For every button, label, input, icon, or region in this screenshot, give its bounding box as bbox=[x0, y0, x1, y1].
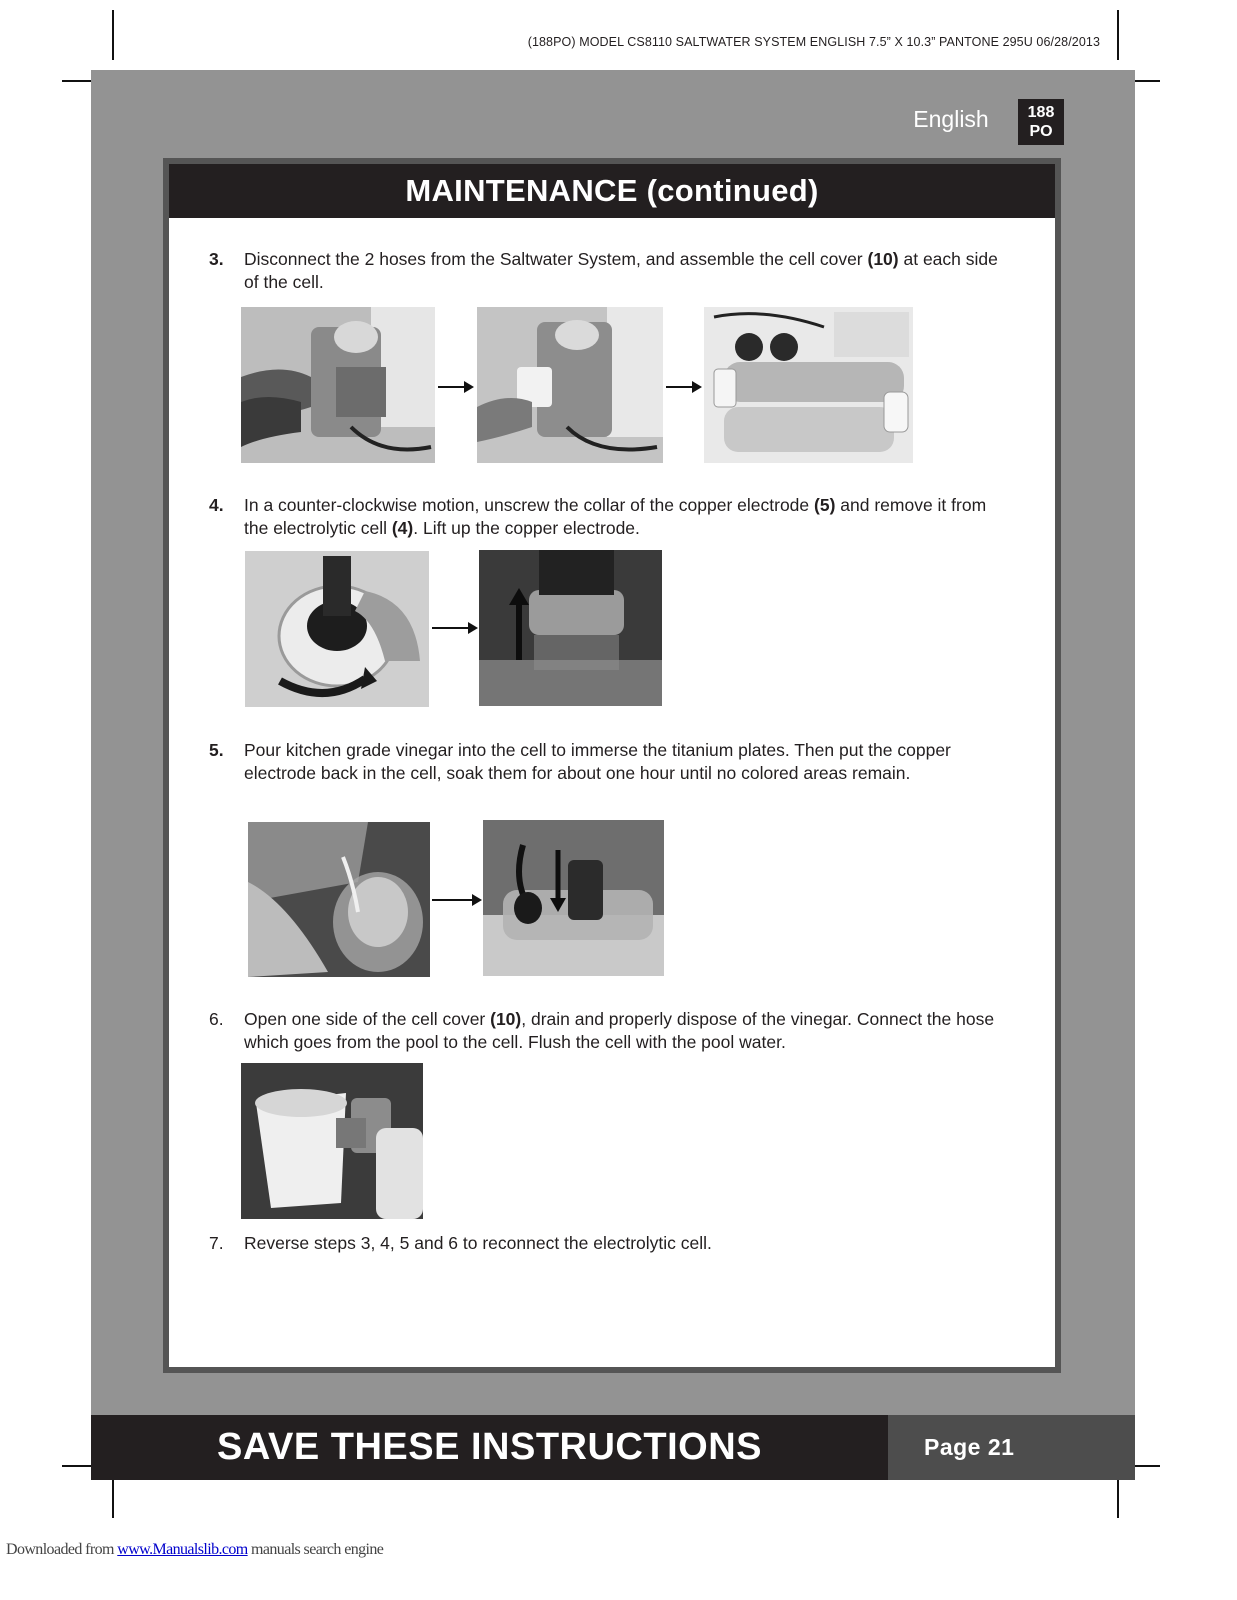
crop-mark bbox=[112, 10, 114, 60]
photo-step3-hand-removing-hose bbox=[241, 307, 435, 463]
arrow-icon bbox=[438, 386, 472, 388]
crop-mark bbox=[1135, 80, 1160, 82]
photo-step5-pour-vinegar bbox=[248, 822, 430, 977]
step-text: Disconnect the 2 hoses from the Saltwater System, and assemble the cell cover (10) at each side of the cell. bbox=[244, 249, 998, 292]
arrow-icon bbox=[666, 386, 700, 388]
language-code-line2: PO bbox=[1029, 123, 1053, 140]
arrow-icon bbox=[432, 899, 480, 901]
step-number: 5. bbox=[209, 740, 224, 760]
crop-mark bbox=[62, 80, 92, 82]
step-text: Reverse steps 3, 4, 5 and 6 to reconnect the electrolytic cell. bbox=[244, 1233, 712, 1253]
arrow-icon bbox=[432, 627, 476, 629]
print-header: (188PO) MODEL CS8110 SALTWATER SYSTEM ENGLISH 7.5” X 10.3” PANTONE 295U 06/28/2013 bbox=[527, 35, 1100, 49]
step-text: Pour kitchen grade vinegar into the cell to immerse the titanium plates. Then put the copper electrode back in the cell, soak them for about one hour until no colored areas remain. bbox=[244, 740, 951, 783]
download-note bbox=[6, 1541, 383, 1559]
crop-mark bbox=[1117, 10, 1119, 60]
step-4 bbox=[209, 494, 1009, 539]
photo-step5-insert-electrode bbox=[483, 820, 664, 976]
crop-mark bbox=[1135, 1465, 1160, 1467]
step-7 bbox=[209, 1232, 1009, 1255]
crop-mark bbox=[1117, 1480, 1119, 1518]
step-5 bbox=[209, 739, 1009, 784]
step-text: In a counter-clockwise motion, unscrew the collar of the copper electrode (5) and remove it from the electrolytic cell (4). Lift up the copper electrode. bbox=[244, 495, 987, 538]
step-number: 7. bbox=[209, 1233, 224, 1253]
step-3 bbox=[209, 248, 1009, 293]
language-label: English bbox=[913, 106, 989, 132]
photo-step3-cell-with-covers bbox=[704, 307, 913, 463]
photo-step4-unscrew-collar bbox=[245, 551, 429, 707]
crop-mark bbox=[112, 1480, 114, 1518]
photo-step4-lift-electrode bbox=[479, 550, 662, 706]
section-title: MAINTENANCE (continued) bbox=[169, 164, 1055, 218]
step-number: 3. bbox=[209, 249, 224, 269]
step-number: 6. bbox=[209, 1009, 224, 1029]
photo-step3-cover-assembled bbox=[477, 307, 663, 463]
step-text: Open one side of the cell cover (10), drain and properly dispose of the vinegar. Connect the hose which goes from the pool to the cell. Flush the cell with the pool water. bbox=[244, 1009, 995, 1052]
download-prefix: Downloaded from bbox=[6, 1541, 118, 1558]
download-suffix: manuals search engine bbox=[247, 1541, 384, 1558]
step-number: 4. bbox=[209, 495, 224, 515]
manualslib-link[interactable]: www.Manualslib.com bbox=[117, 1541, 248, 1558]
language-code-badge bbox=[1018, 99, 1064, 145]
step-6 bbox=[209, 1008, 1009, 1053]
language-code-line1: 188 bbox=[1027, 104, 1055, 121]
crop-mark bbox=[62, 1465, 92, 1467]
page-number: Page 21 bbox=[888, 1415, 1135, 1480]
photo-step6-drain-vinegar bbox=[241, 1063, 423, 1219]
footer-title: SAVE THESE INSTRUCTIONS bbox=[217, 1426, 762, 1468]
